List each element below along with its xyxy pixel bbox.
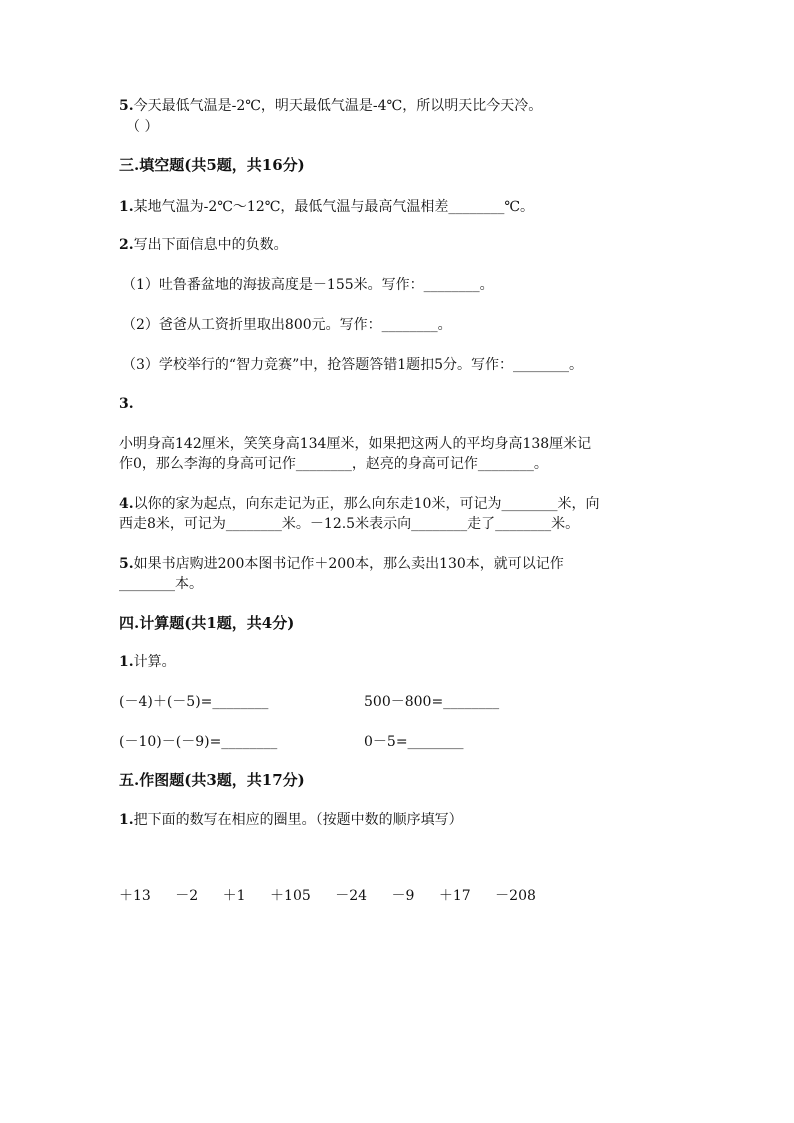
question-number: 1. <box>119 654 134 670</box>
number-item: ＋1 <box>222 888 246 904</box>
question-text: 以你的家为起点，向东走记为正，那么向东走10米，可记为________米，向 <box>133 496 600 512</box>
section-5-title: 五.作图题(共3题，共17分) <box>119 771 305 789</box>
question-number: 5. <box>119 98 134 114</box>
s3-q2-sub-3: （3）学校举行的“智力竞赛”中，抢答题答错1题扣5分。写作：________。 <box>122 357 584 373</box>
s3-q3-line-1: 小明身高142厘米，笑笑身高134厘米，如果把这两人的平均身高138厘米记 <box>119 436 592 452</box>
number-item: ＋105 <box>270 888 311 904</box>
question-text: 今天最低气温是-2℃，明天最低气温是-4℃，所以明天比今天冷。 <box>133 98 543 114</box>
s3-q2-sub-1: （1）吐鲁番盆地的海拔高度是－155米。写作：________。 <box>122 277 494 293</box>
section-3-title: 三.填空题(共5题，共16分) <box>119 156 305 174</box>
calc-item-4: 0－5=________ <box>364 734 464 750</box>
question-text: 某地气温为-2℃～12℃，最低气温与最高气温相差________℃。 <box>133 199 535 215</box>
number-item: ＋17 <box>438 888 471 904</box>
calc-item-2: 500－800=________ <box>364 694 500 710</box>
question-text: 把下面的数写在相应的圈里。（按题中数的顺序填写） <box>133 812 463 828</box>
s5-question-1 <box>119 810 463 830</box>
question-number: 2. <box>119 237 134 253</box>
number-item: －2 <box>175 888 199 904</box>
s4-question-1 <box>119 652 176 672</box>
question-text: 写出下面信息中的负数。 <box>133 237 288 253</box>
s3-q4-line-2: 西走8米，可记为________米。－12.5米表示向________走了________米。 <box>119 516 580 532</box>
question-number: 1. <box>119 812 134 828</box>
number-item: －9 <box>391 888 415 904</box>
question-text: 如果书店购进200本图书记作＋200本，那么卖出130本，就可以记作 <box>133 556 564 572</box>
calc-item-3: (－10)－(－9)=________ <box>119 734 278 750</box>
s3-question-4 <box>119 494 599 514</box>
calc-item-1: (－4)＋(－5)=________ <box>119 694 269 710</box>
s3-question-3-number: 3. <box>119 396 134 412</box>
number-item: －24 <box>335 888 368 904</box>
s3-question-2 <box>119 235 288 255</box>
s3-question-1 <box>119 197 534 217</box>
s3-question-5 <box>119 554 564 574</box>
section-4-title: 四.计算题(共1题，共4分) <box>119 614 295 632</box>
number-item: －208 <box>495 888 536 904</box>
s3-q5-line-2: ________本。 <box>119 576 203 592</box>
number-item: ＋13 <box>119 888 151 904</box>
question-number: 4. <box>119 496 134 512</box>
prev-question-5 <box>119 96 542 116</box>
number-list <box>119 886 556 906</box>
s3-q2-sub-2: （2）爸爸从工资折里取出800元。写作：________。 <box>122 317 452 333</box>
s3-q3-line-2: 作0，那么李海的身高可记作________，赵亮的身高可记作________。 <box>119 456 548 472</box>
question-number: 5. <box>119 556 134 572</box>
question-text: 计算。 <box>133 654 176 670</box>
answer-paren: （ ） <box>126 119 159 135</box>
question-number: 1. <box>119 199 134 215</box>
